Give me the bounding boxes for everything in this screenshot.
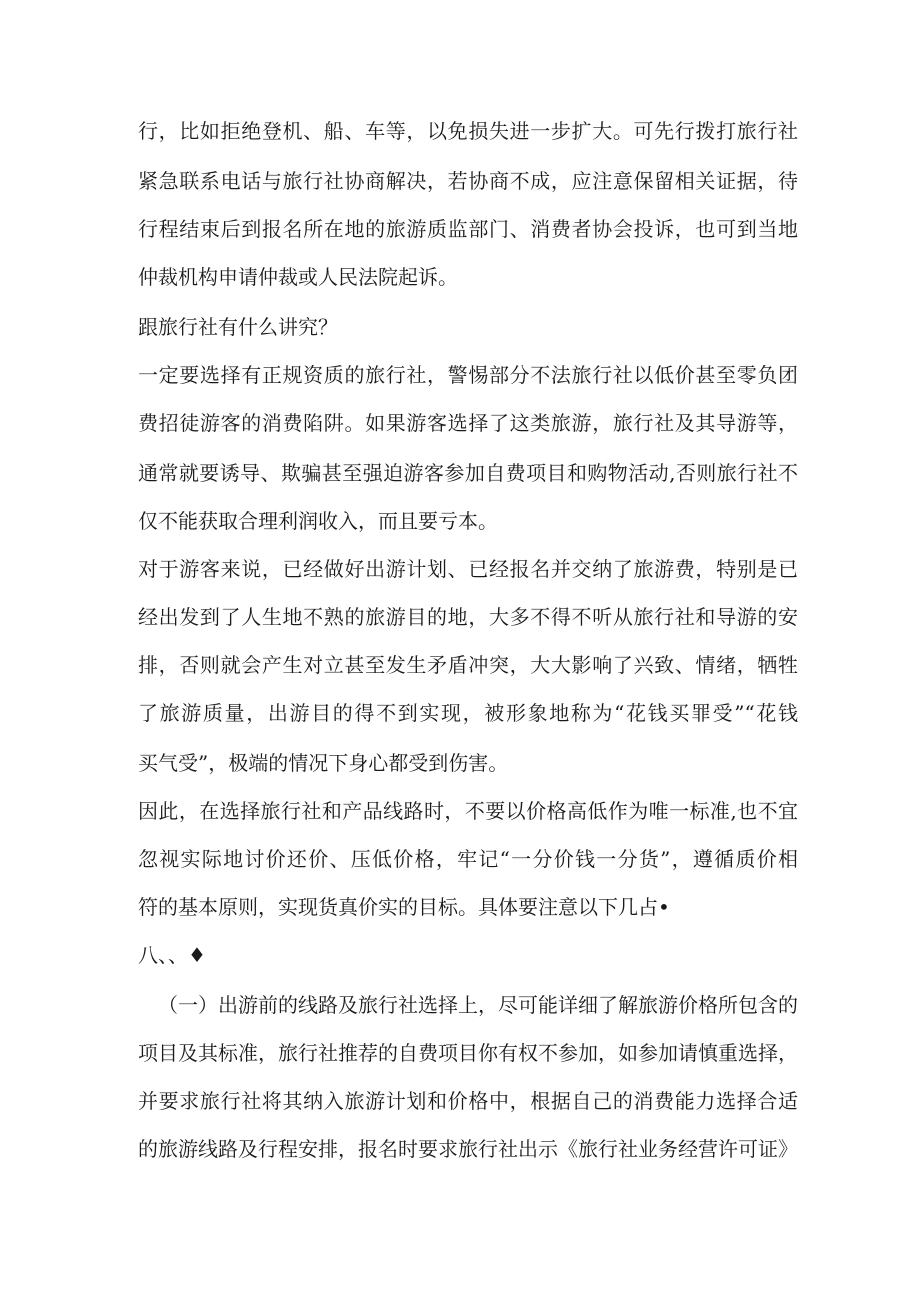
text-line: 排，否则就会产生对立甚至发生矛盾冲突，大大影响了兴致、情绪，牺牲 [138,653,798,677]
text-line: 行程结束后到报名所在地的旅游质监部门、消费者协会投诉，也可到当地 [138,217,798,241]
text-line: 对于游客来说，已经做好出游计划、已经报名并交纳了旅游费，特别是已 [138,557,798,581]
text-line: 符的基本原则，实现货真价实的目标。具体要注意以下几占• [138,895,670,919]
text-line: 了旅游质量，出游目的得不到实现，被形象地称为“花钱买罪受”“花钱 [138,701,798,725]
text-line: 通常就要诱导、欺骗甚至强迫游客参加自费项目和购物活动,否则旅行社不 [138,461,798,485]
text-line: 并要求旅行社将其纳入旅游计划和价格中，根据自己的消费能力选择合适 [138,1089,798,1113]
text-line: 项目及其标准，旅行社推荐的自费项目你有权不参加，如参加请慎重选择， [138,1041,798,1065]
text-line: 八、、♦ [138,943,206,967]
text-line: 费招徒游客的消费陷阱。如果游客选择了这类旅游，旅行社及其导游等， [138,411,798,435]
text-line: 仅不能获取合理利润收入，而且要亏本。 [138,509,498,533]
text-line: 行，比如拒绝登机、船、车等，以免损失进一步扩大。可先行拨打旅行社 [138,119,798,143]
text-line: 因此，在选择旅行社和产品线路时，不要以价格高低作为唯一标准,也不宜 [138,799,798,823]
text-line: 一定要选择有正规资质的旅行社，警惕部分不法旅行社以低价甚至零负团 [138,363,798,387]
text-line: （一）出游前的线路及旅行社选择上，尽可能详细了解旅游价格所包含的 [158,993,798,1017]
text-line: 买气受”，极端的情况下身心都受到伤害。 [138,751,509,775]
text-line: 仲裁机构申请仲裁或人民法院起诉。 [138,265,458,289]
section-heading: 跟旅行社有什么讲究？ [138,315,338,339]
text-line: 经出发到了人生地不熟的旅游目的地，大多不得不听从旅行社和导游的安 [138,605,798,629]
text-line: 的旅游线路及行程安排，报名时要求旅行社出示《旅行社业务经营许可证》 [138,1137,798,1161]
text-line: 忽视实际地讨价还价、压低价格，牢记“一分价钱一分货”，遵循质价相 [138,847,798,871]
text-line: 紧急联系电话与旅行社协商解决，若协商不成，应注意保留相关证据，待 [138,169,798,193]
